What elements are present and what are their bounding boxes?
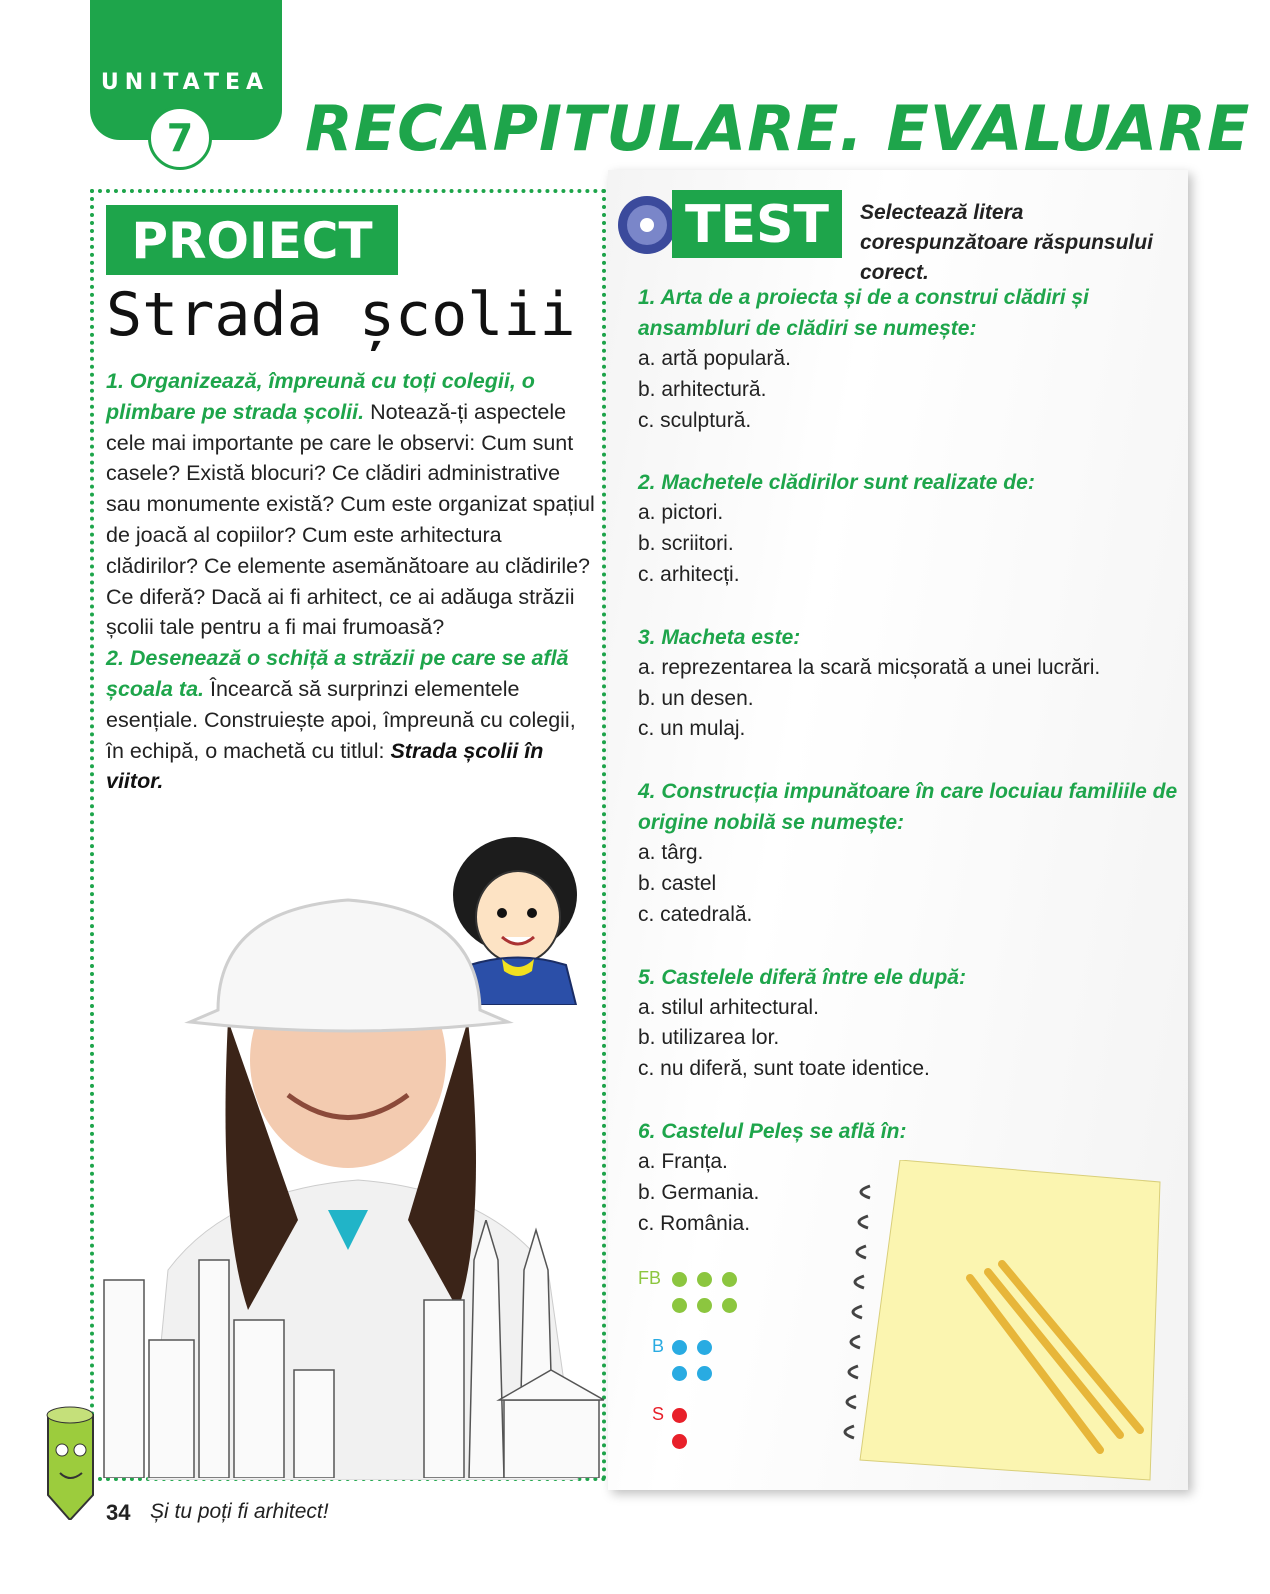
cd-icon <box>616 194 678 256</box>
question-1 <box>638 282 1178 436</box>
rating-dot[interactable] <box>672 1408 687 1423</box>
question-list <box>638 282 1178 1270</box>
question-text: 4. Construcția impunătoare în care locuiau familiile de origine nobilă se numește: <box>638 780 1178 835</box>
rating-fb-text: FB <box>638 1268 662 1288</box>
page-number: 34 <box>106 1500 131 1525</box>
project-item1-text: Notează-ți aspectele cele mai importante pe care le observi: Cum sunt casele? Există blocuri? Ce clădiri administrative sau monumente există? Cum este organizat spațiul de joacă al copiilor? Cum este arhitectura clădirilor? Ce elemente asemănătoare au clădirile? Ce diferă? Dacă ai fi arhitect, ce ai adăuga străzii școlii tale pentru a fi mai frumoasă? <box>106 399 595 640</box>
answer-option[interactable]: b. scriitori. <box>638 532 734 556</box>
rating-b-text: B <box>652 1336 665 1356</box>
rating-s-text: S <box>652 1404 665 1424</box>
rating-dot[interactable] <box>722 1272 737 1287</box>
pencil-mascot-illustration <box>38 1395 108 1520</box>
project-item1-heading: 1. Organizează, împreună cu toți colegii, o plimbare pe strada școlii. <box>106 369 535 424</box>
unit-label: UNITATEA <box>100 70 270 95</box>
rating-fb-label <box>638 1268 661 1289</box>
question-text: 5. Castelele diferă între ele după: <box>638 965 966 989</box>
answer-option[interactable]: a. reprezentarea la scară micșorată a unei lucrări. <box>638 655 1101 679</box>
answer-option[interactable]: a. artă populară. <box>638 347 791 370</box>
city-skyline-sketch <box>94 1220 604 1478</box>
project-item2-heading: 2. Desenează o schiță a străzii pe care se află școala ta. <box>106 646 569 701</box>
question-5 <box>638 962 1178 1085</box>
answer-option[interactable]: c. un mulaj. <box>638 717 746 741</box>
answer-option[interactable]: a. stilul arhitectural. <box>638 995 819 1019</box>
question-3 <box>638 622 1178 745</box>
question-text: 6. Castelul Peleș se află în: <box>638 1119 907 1143</box>
answer-option[interactable]: b. un desen. <box>638 686 754 710</box>
answer-option[interactable]: c. catedrală. <box>638 902 753 926</box>
answer-option[interactable]: c. sculptură. <box>638 408 752 432</box>
rating-dot[interactable] <box>722 1298 737 1313</box>
unit-number: 7 <box>148 106 212 170</box>
rating-dot[interactable] <box>672 1340 687 1355</box>
answer-option[interactable]: b. arhitectură. <box>638 377 767 401</box>
answer-option[interactable]: b. castel <box>638 871 717 895</box>
project-item2-title: Strada școlii în viitor. <box>106 738 544 794</box>
rating-dot[interactable] <box>672 1366 687 1381</box>
question-text: 1. Arta de a proiecta și de a construi clădiri și ansambluri de clădiri se numește: <box>638 286 1089 340</box>
book-title: Și tu poți fi arhitect! <box>150 1500 329 1523</box>
question-text: 2. Machetele clădirilor sunt realizate de: <box>638 471 1035 495</box>
answer-option[interactable]: a. pictori. <box>638 501 724 525</box>
answer-option[interactable]: c. nu diferă, sunt toate identice. <box>638 1057 930 1081</box>
test-badge: TEST <box>672 190 842 258</box>
question-4 <box>638 776 1178 930</box>
answer-option[interactable]: a. Franța. <box>638 1149 728 1173</box>
project-badge: PROIECT <box>106 205 398 275</box>
answer-option[interactable]: c. arhitecți. <box>638 562 740 586</box>
page-title: RECAPITULARE. EVALUARE <box>305 92 1251 165</box>
rating-dot[interactable] <box>672 1434 687 1449</box>
question-text: 3. Macheta este: <box>638 625 801 649</box>
project-item2-text: Încearcă să surprinzi elementele esențiale. Construiește apoi, împreună cu colegii, în echipă, o machetă cu titlul: <box>106 676 576 763</box>
answer-option[interactable]: c. România. <box>638 1211 751 1235</box>
test-instruction: Selectează litera corespunzătoare răspunsului corect. <box>860 201 1153 284</box>
notepad-pencils-illustration <box>840 1160 1180 1490</box>
answer-option[interactable]: b. Germania. <box>638 1180 760 1204</box>
question-2 <box>638 467 1178 590</box>
rating-dot[interactable] <box>697 1366 712 1381</box>
answer-option[interactable]: a. târg. <box>638 841 704 865</box>
rating-dot[interactable] <box>672 1272 687 1287</box>
answer-option[interactable]: b. utilizarea lor. <box>638 1026 780 1050</box>
project-text <box>106 366 598 797</box>
rating-b-label <box>652 1336 664 1357</box>
rating-dot[interactable] <box>697 1272 712 1287</box>
rating-dot[interactable] <box>697 1340 712 1355</box>
rating-dot[interactable] <box>672 1298 687 1313</box>
rating-s-label <box>652 1404 664 1425</box>
project-title: Strada școlii <box>106 280 576 350</box>
rating-dot[interactable] <box>697 1298 712 1313</box>
